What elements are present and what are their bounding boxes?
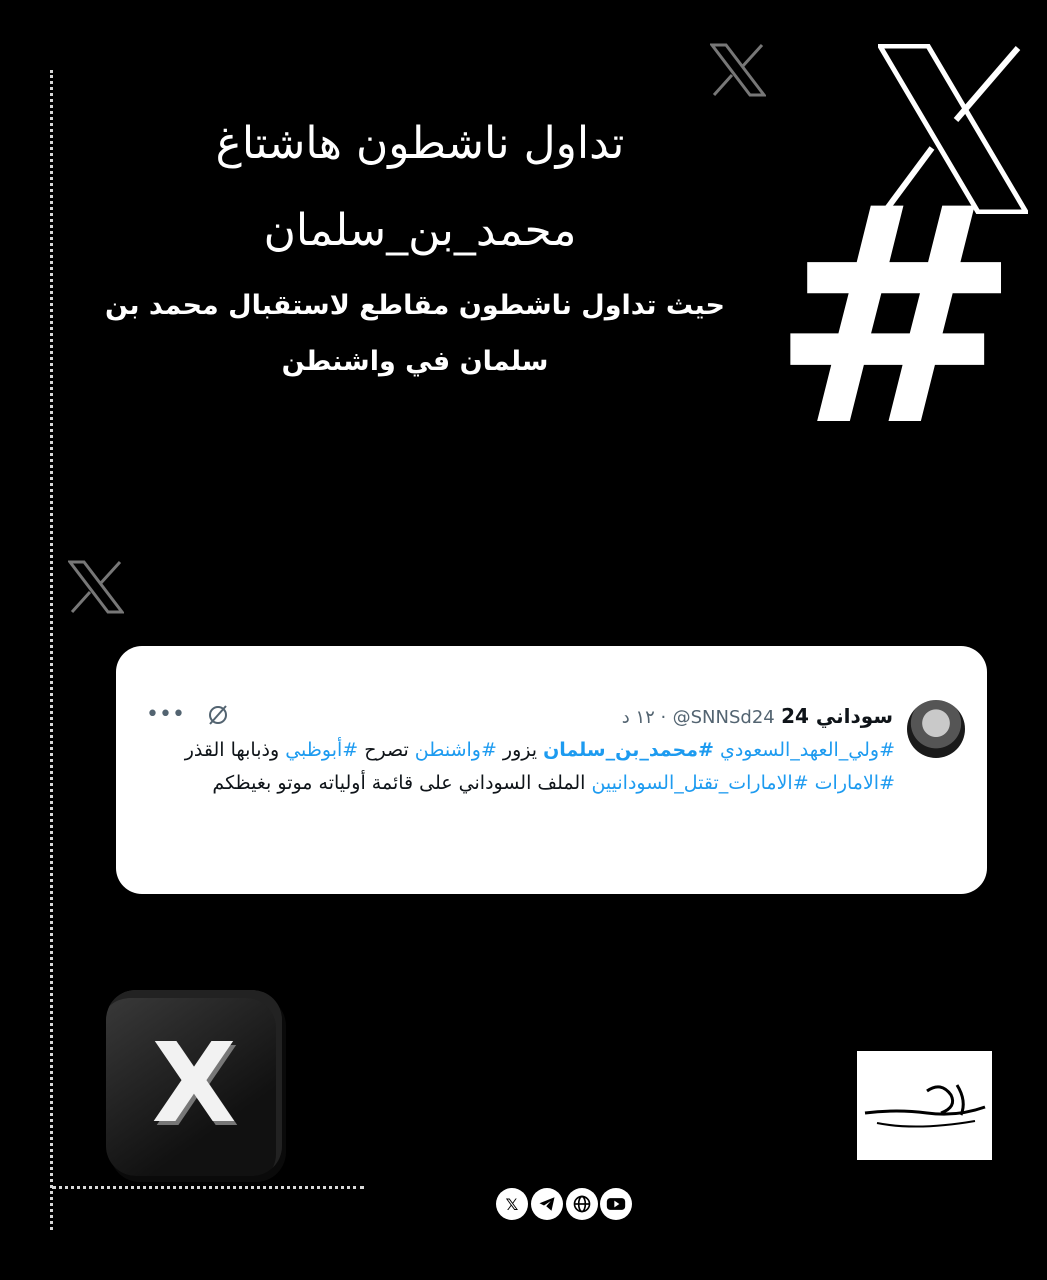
grok-icon[interactable] bbox=[206, 703, 230, 727]
calligraphy-logo bbox=[857, 1051, 992, 1160]
dotted-vertical-line bbox=[50, 70, 53, 1230]
telegram-icon[interactable] bbox=[531, 1188, 563, 1220]
tweet-actions bbox=[146, 702, 230, 727]
headline-description: حيث تداول ناشطون مقاطع لاستقبال محمد بن سلمان في واشنطن bbox=[105, 290, 725, 377]
youtube-icon[interactable] bbox=[600, 1188, 632, 1220]
tweet-body bbox=[145, 734, 895, 800]
hashtag-link[interactable]: #محمد_بن_سلمان bbox=[543, 739, 714, 761]
tweet-time: · ١٢ د bbox=[621, 707, 667, 728]
tweet-text: الملف السوداني على قائمة أولياته موتو بغيظكم bbox=[212, 772, 592, 794]
x-app-logo bbox=[106, 990, 282, 1176]
hashtag-link[interactable]: #الامارات_تقتل_السودانيين bbox=[591, 772, 809, 794]
more-dots-icon[interactable]: ••• bbox=[146, 702, 185, 727]
tweet-author-name[interactable]: سوداني 24 bbox=[781, 704, 893, 728]
headline-line-1: تداول ناشطون هاشتاغ bbox=[215, 118, 625, 169]
dotted-horizontal-line bbox=[52, 1186, 364, 1189]
x-icon[interactable]: 𝕏 bbox=[496, 1188, 528, 1220]
globe-icon[interactable] bbox=[566, 1188, 598, 1220]
x-outline-logo-small-left bbox=[68, 560, 124, 614]
headline-hashtag: محمد_بن_سلمان bbox=[263, 205, 577, 256]
tweet-text: تصرح bbox=[358, 739, 415, 761]
tweet-text: وذبابها القذر bbox=[184, 739, 286, 761]
hashtag-link[interactable]: #واشنطن bbox=[414, 739, 497, 761]
tweet-header bbox=[622, 704, 893, 728]
tweet-text: يزور bbox=[496, 739, 544, 761]
hashtag-link[interactable]: #الامارات bbox=[814, 772, 895, 794]
tweet-card[interactable] bbox=[116, 646, 987, 894]
x-logo-letter: X bbox=[151, 1019, 237, 1147]
calligraphy-icon bbox=[857, 1051, 992, 1160]
hashtag-link[interactable]: #أبوظبي bbox=[285, 739, 359, 761]
avatar[interactable] bbox=[907, 700, 965, 758]
hash-symbol: # bbox=[770, 143, 1022, 492]
tweet-handle[interactable]: SNNSd24@ bbox=[672, 707, 775, 728]
hashtag-link[interactable]: #ولي_العهد_السعودي bbox=[719, 739, 895, 761]
x-outline-logo-small-top bbox=[710, 43, 766, 97]
